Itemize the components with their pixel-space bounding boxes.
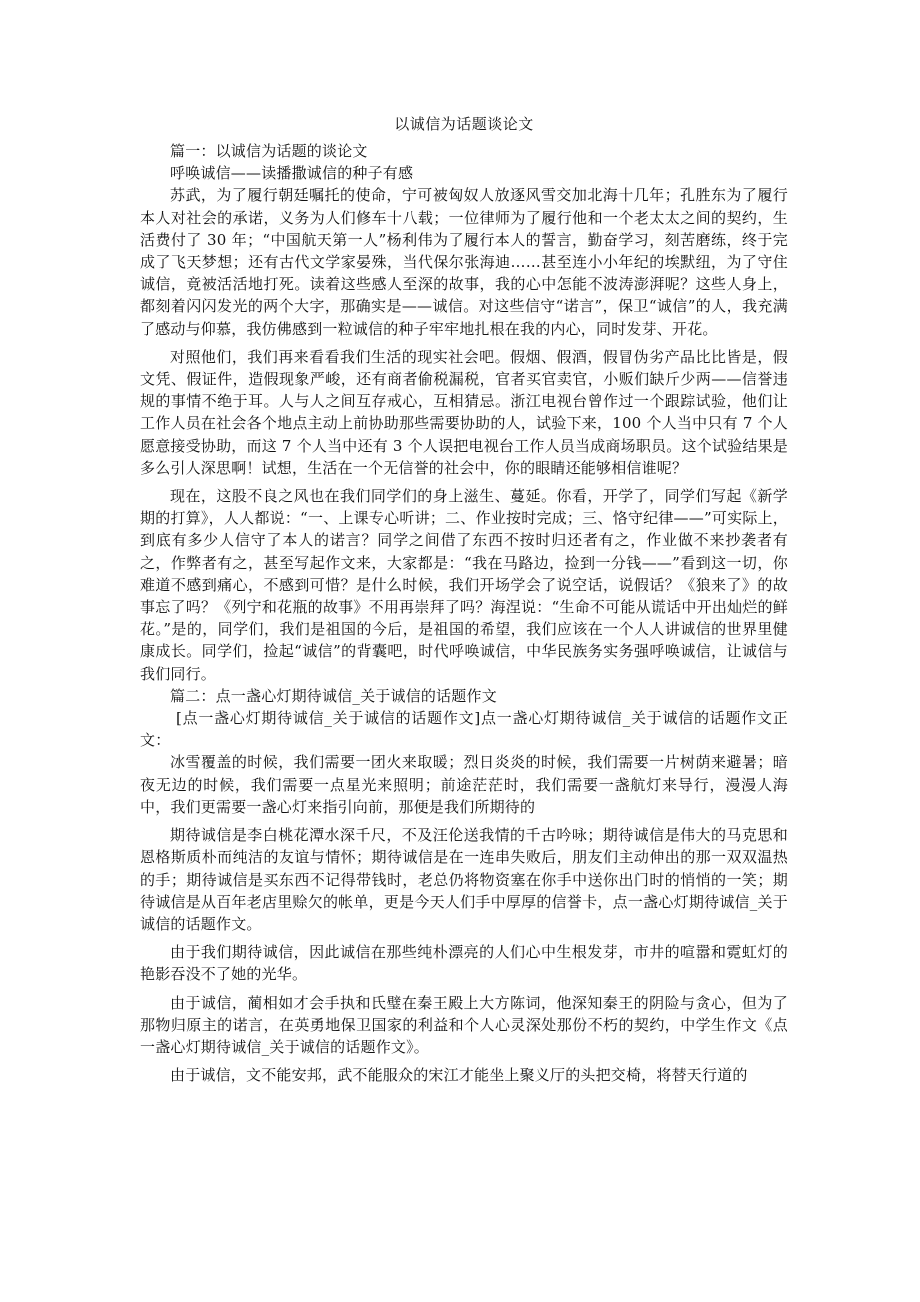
body-paragraph: 对照他们，我们再来看看我们生活的现实社会吧。假烟、假酒，假冒伪劣产品比比皆是，假文凭、假证件，造假现象严峻，还有商者偷税漏税，官者买官卖官，小贩们缺斤少两——信誉违规的事情不绝于耳。人与人之间互存戒心，互相猜忌。浙江电视台曾作过一个跟踪试验，他们让工作人员在社会各个地点主动上前协助那些需要协助的人，试验下来，100 个人当中只有 7 个人愿意接受协助，而这 7 个人当中还有 3 个人误把电视台工作人员当成商场职员。这个试验结果是多么引人深思啊！试想，生活在一个无信誉的社会中，你的眼睛还能够相信谁呢？: [140, 347, 788, 477]
article-subtitle-2: [点一盏心灯期待诚信_关于诚信的话题作文]点一盏心灯期待诚信_关于诚信的话题作文正文：: [140, 709, 788, 750]
body-paragraph: 由于诚信，文不能安邦，武不能服众的宋江才能坐上聚义厅的头把交椅，将替天行道的: [170, 1066, 748, 1085]
body-paragraph: 由于诚信，蔺相如才会手执和氏璧在秦王殿上大方陈词，他深知秦王的阴险与贪心，但为了那物归原主的诺言，在英勇地保卫国家的利益和个人心灵深处那份不朽的契约，中学生作文《点一盏心灯期待诚信_关于诚信的话题作文》。: [140, 993, 788, 1056]
article-subtitle-1: 呼唤诚信——读播撒诚信的种子有感: [170, 164, 414, 183]
document-page: [140, 112, 788, 1086]
document-title: 以诚信为话题谈论文: [394, 115, 534, 133]
section-heading-1: 篇一：以诚信为话题的谈论文: [170, 142, 368, 160]
section-heading-2: 篇二：点一盏心灯期待诚信_关于诚信的话题作文: [170, 686, 497, 705]
body-paragraph: 由于我们期待诚信，因此诚信在那些纯朴漂亮的人们心中生根发芽，市井的喧嚣和霓虹灯的艳影吞没不了她的光华。: [140, 943, 788, 984]
body-paragraph: 期待诚信是李白桃花潭水深千尺，不及汪伦送我情的千古吟咏；期待诚信是伟大的马克思和恩格斯质朴而纯洁的友谊与情怀；期待诚信是在一连串失败后，朋友们主动伸出的那一双双温热的手；期待诚信是买东西不记得带钱时，老总仍将物资塞在你手中送你出门时的悄悄的一笑；期待诚信是从百年老店里赊欠的帐单，更是今天人们手中厚厚的信誉卡，点一盏心灯期待诚信_关于诚信的话题作文。: [140, 826, 788, 933]
body-paragraph: 冰雪覆盖的时候，我们需要一团火来取暖；烈日炎炎的时候，我们需要一片树荫来避暑；暗夜无边的时候，我们需要一点星光来照明；前途茫茫时，我们需要一盏航灯来导行，漫漫人海中，我们更需要一盏心灯来指引向前，那便是我们所期待的: [140, 753, 788, 816]
body-paragraph: 苏武，为了履行朝廷嘱托的使命，宁可被匈奴人放逐风雪交加北海十几年；孔胜东为了履行本人对社会的承诺，义务为人们修车十八载；一位律师为了履行他和一个老太太之间的契约，生活费付了 30 年；“中国航天第一人”杨利伟为了履行本人的誓言，勤奋学习，刻苦磨练，终于完成了飞天梦想；还有古代文学家晏殊，当代保尔张海迪……甚至连小小年纪的埃默纽，为了守住诚信，竟被活活地打死。读着这些感人至深的故事，我的心中怎能不波涛澎湃呢？这些人身上，都刻着闪闪发光的两个大字，那确实是——诚信。对这些信守“诺言”，保卫“诚信”的人，我充满了感动与仰慕，我仿佛感到一粒诚信的种子牢牢地扎根在我的内心，同时发芽、开花。: [140, 186, 788, 338]
body-paragraph: 现在，这股不良之风也在我们同学们的身上滋生、蔓延。你看，开学了，同学们写起《新学期的打算》，人人都说：“一、上课专心听讲；二、作业按时完成；三、恪守纪律——”可实际上，到底有多少人信守了本人的诺言？同学之间借了东西不按时归还者有之，作业做不来抄袭者有之，作弊者有之，甚至写起作文来，大家都是：“我在马路边，捡到一分钱——”看到这一切，你难道不感到痛心，不感到可惜？是什么时候，我们开场学会了说空话，说假话？《狼来了》的故事忘了吗？《列宁和花瓶的故事》不用再崇拜了吗？海涅说：“生命不可能从谎话中开出灿烂的鲜花。”是的，同学们，我们是祖国的今后，是祖国的希望，我们应该在一个人人讲诚信的世界里健康成长。同学们，捡起“诚信”的背囊吧，时代呼唤诚信，中华民族务实务强呼唤诚信，让诚信与我们同行。: [140, 487, 788, 683]
